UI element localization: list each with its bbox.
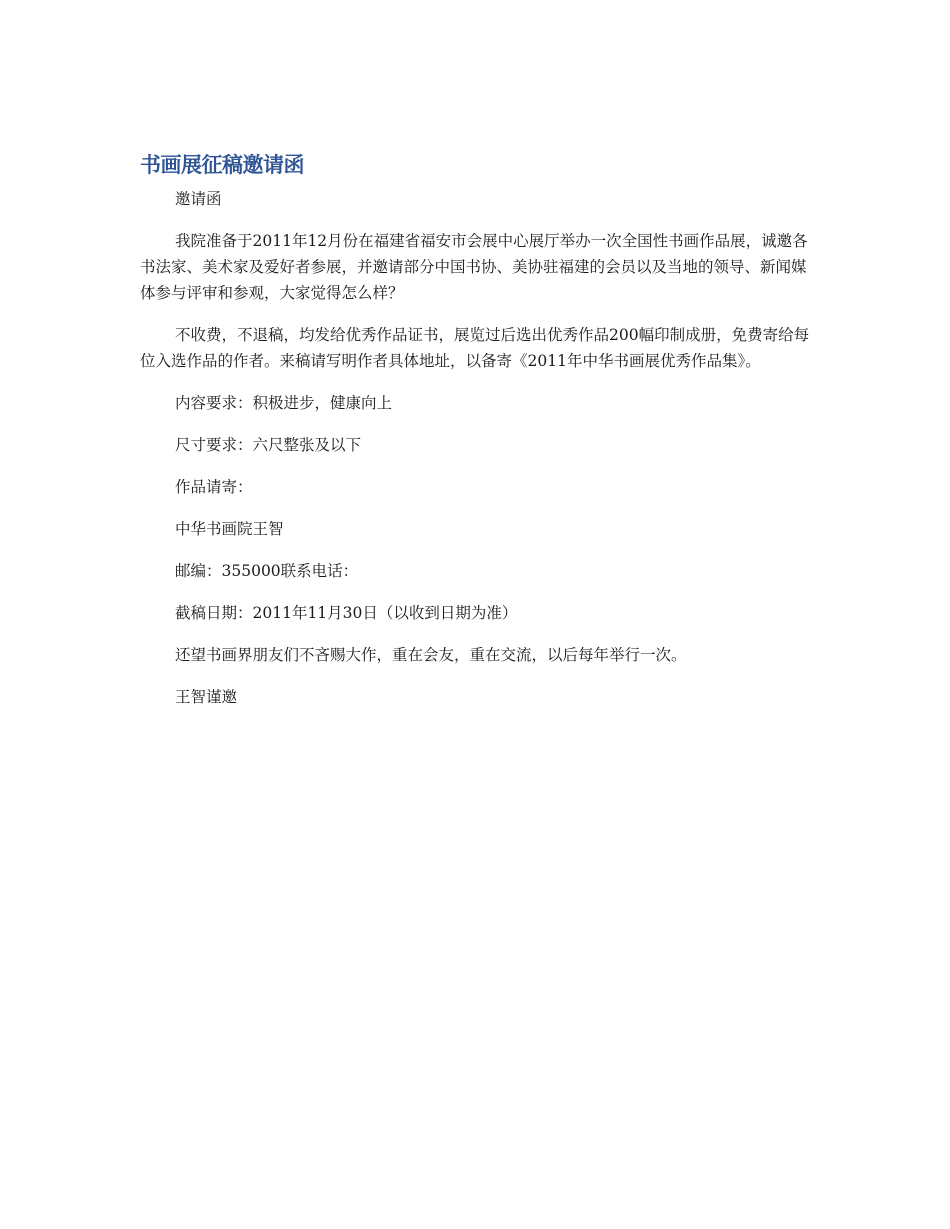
recipient-name: 中华书画院王智 [175, 520, 284, 538]
size-requirement: 尺寸要求：六尺整张及以下 [175, 436, 362, 454]
document-body [140, 150, 810, 726]
closing-remark: 还望书画界朋友们不吝赐大作，重在会友，重在交流，以后每年举行一次。 [175, 646, 687, 664]
fee-terms-paragraph: 不收费，不退稿，均发给优秀作品证书，展览过后选出优秀作品200幅印制成册，免费寄给每位入选作品的作者。来稿请写明作者具体地址，以备寄《2011年中华书画展优秀作品集》。 [140, 326, 810, 370]
document-title: 书画展征稿邀请函 [140, 153, 304, 177]
greeting-paragraph: 邀请函 [175, 190, 222, 208]
postal-code-contact: 邮编：355000联系电话： [175, 562, 359, 580]
deadline: 截稿日期：2011年11月30日（以收到日期为准） [175, 604, 518, 622]
signature: 王智谨邀 [175, 688, 238, 706]
mailing-instruction: 作品请寄： [175, 478, 253, 496]
content-requirement: 内容要求：积极进步，健康向上 [175, 394, 393, 412]
event-description-paragraph: 我院准备于2011年12月份在福建省福安市会展中心展厅举办一次全国性书画作品展，诚邀各书法家、美术家及爱好者参展，并邀请部分中国书协、美协驻福建的会员以及当地的领导、新闻媒体参与评审和参观，大家觉得怎么样？ [140, 232, 808, 302]
